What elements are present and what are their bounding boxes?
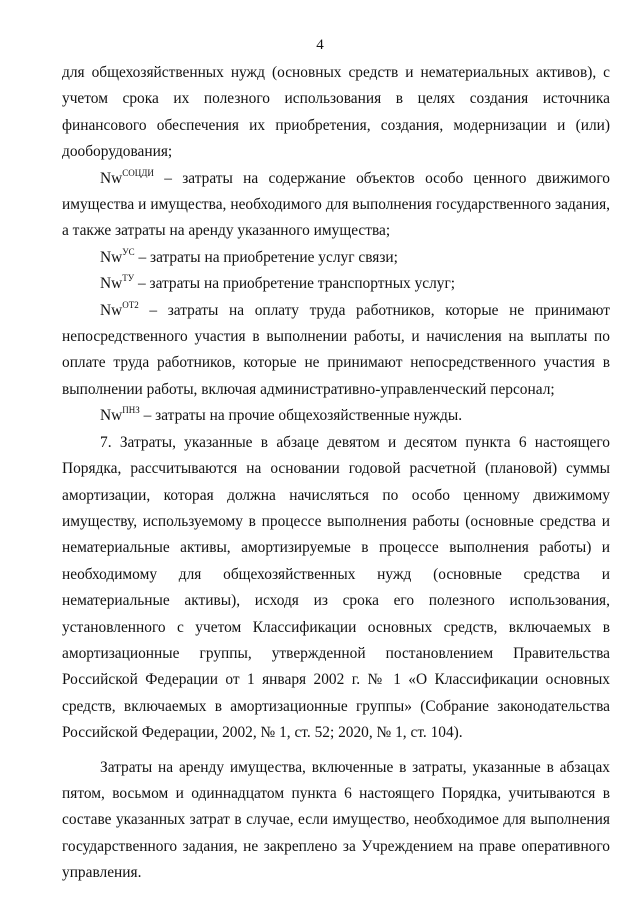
formula-superscript: УС: [122, 246, 135, 257]
formula-symbol: Nw: [100, 169, 123, 187]
paragraph-text: – затраты на приобретение услуг связи;: [134, 248, 398, 266]
paragraph-nw-pnz: [62, 403, 610, 429]
paragraph-text: – затраты на содержание объектов особо ценного движимого имущества и имущества, необходимого для выполнения государственного задания, а также затраты на аренду указанного имущества;: [62, 169, 610, 240]
document-body: [62, 60, 610, 887]
paragraph-rent-costs: Затраты на аренду имущества, включенные в затраты, указанные в абзацах пятом, восьмом и одиннадцатом пункта 6 настоящего Порядка, учитываются в составе указанных затрат в случае, если имущество, необходимое для выполнения государственного задания, не закреплено за Учреждением на праве оперативного управления.: [62, 758, 610, 882]
paragraph-item-7: 7. Затраты, указанные в абзаце девятом и десятом пункта 6 настоящего Порядка, рассчитываются на основании годовой расчетной (плановой) суммы амортизации, которая должна начисляться по особо ценному движимому имуществу, используемому в процессе выполнения работы (основные средства и нематериальные активы, амортизируемые в процессе выполнения работы) и необходимому для общехозяйственных нужд (основные средства и нематериальные активы), исходя из срока его полезного использования, установленного с учетом Классификации основных средств, включаемых в амортизационные группы, утвержденной постановлением Правительства Российской Федерации от 1 января 2002 г. № 1 «О Классификации основных средств, включаемых в амортизационные группы» (Собрание законодательства Российской Федерации, 2002, № 1, ст. 52; 2020, № 1, ст. 104).: [62, 433, 610, 742]
formula-symbol: Nw: [100, 275, 123, 293]
formula-symbol: Nw: [100, 301, 123, 319]
paragraph-text: – затраты на прочие общехозяйственные нужды.: [139, 407, 463, 425]
paragraph-text: – затраты на оплату труда работников, которые не принимают непосредственного участия в выполнении работы, и начисления на выплаты по оплате труда работников, которые не принимают непосредственного участия в выполнении работы, включая административно-управленческий персонал;: [62, 301, 610, 398]
formula-superscript: ТУ: [122, 273, 135, 284]
formula-superscript: ОТ2: [122, 299, 139, 310]
paragraph-continuation: для общехозяйственных нужд (основных средств и нематериальных активов), с учетом срока их полезного использования в целях создания источника финансового обеспечения их приобретения, создания, модернизации и (или) дооборудования;: [62, 64, 610, 161]
formula-superscript: ПНЗ: [122, 405, 140, 416]
paragraph-nw-ot2: [62, 298, 610, 404]
paragraph-nw-socdi: [62, 166, 610, 245]
formula-symbol: Nw: [100, 407, 123, 425]
paragraph-nw-tu: [62, 271, 610, 297]
paragraph-nw-us: [62, 245, 610, 271]
formula-symbol: Nw: [100, 248, 123, 266]
paragraph-text: – затраты на приобретение транспортных услуг;: [134, 275, 456, 293]
page-number: 4: [316, 37, 324, 53]
formula-superscript: СОЦДИ: [122, 167, 154, 178]
